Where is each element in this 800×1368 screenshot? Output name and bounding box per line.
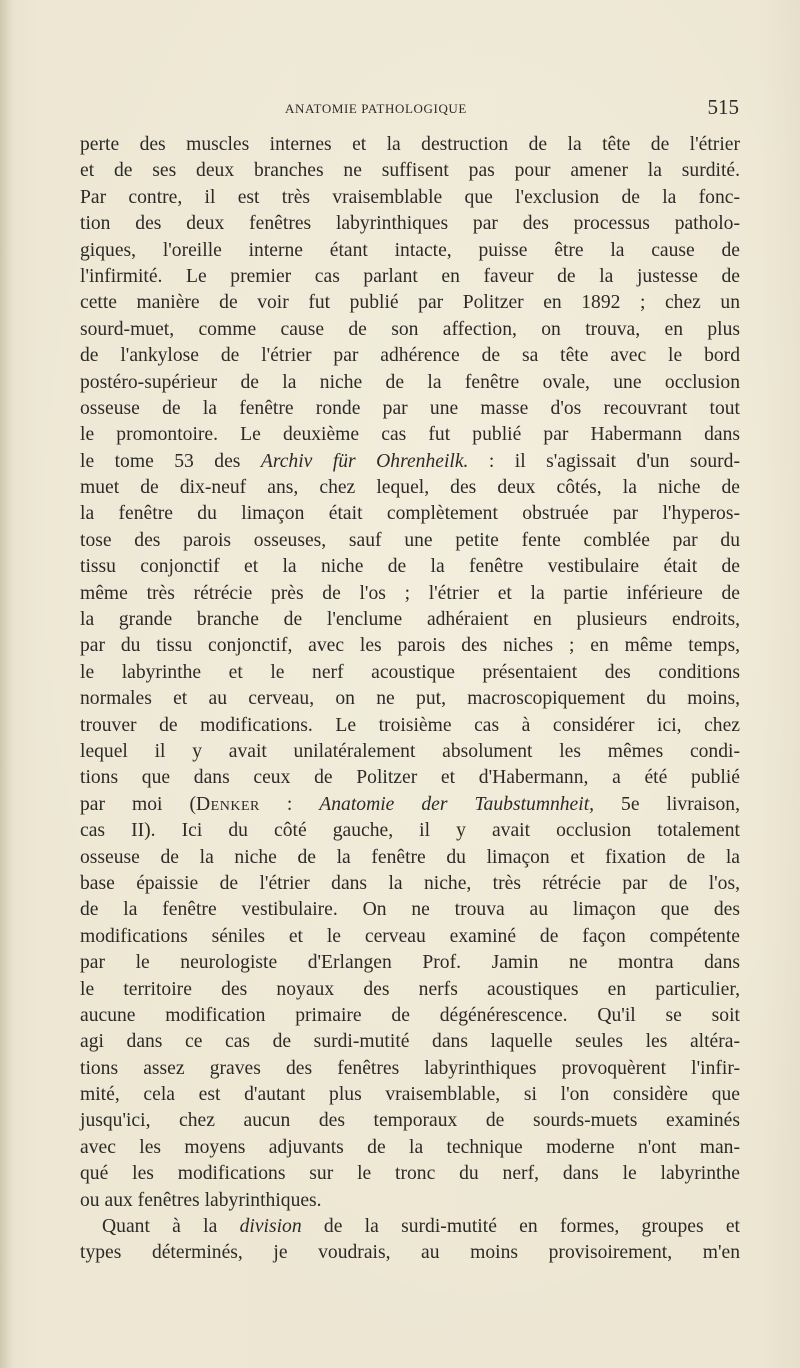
text-line (80, 501, 740, 527)
text-segment: trouver de modifications. Le troisième cas à considérer ici, chez (80, 714, 740, 736)
italic-text: division (239, 1216, 302, 1238)
text-line (80, 607, 740, 633)
text-line (80, 422, 740, 448)
text-segment: perte des muscles internes et la destruction de la tête de l'étrier (80, 134, 740, 155)
author-name: Denker (196, 793, 260, 815)
text-segment: le territoire des noyaux des nerfs acoustiques en particulier, (80, 978, 740, 1000)
text-segment: la fenêtre du limaçon était complètement obstruée par l'hyperos- (80, 503, 740, 525)
running-header (285, 95, 739, 125)
text-line (80, 1108, 740, 1134)
text-segment: qué les modifications sur le tronc du nerf, dans le labyrinthe (80, 1163, 740, 1185)
text-line (80, 581, 740, 607)
text-segment: normales et au cerveau, on ne put, macroscopiquement du moins, (80, 688, 740, 710)
text-line (80, 686, 740, 712)
text-line (80, 871, 740, 897)
text-segment: Par contre, il est très vraisemblable que l'exclusion de la fonc- (80, 186, 740, 208)
text-line (80, 1240, 740, 1266)
text-segment: base épaissie de l'étrier dans la niche, très rétrécie par de l'os, (80, 872, 740, 894)
text-segment: l'infirmité. Le premier cas parlant en faveur de la justesse de (80, 265, 740, 287)
text-segment: de la surdi-mutité en formes, groupes et (301, 1216, 740, 1238)
italic-text: Anatomie der Taubstumnheit, (319, 793, 595, 815)
text-line (80, 396, 740, 422)
text-segment: cette manière de voir fut publié par Politzer en 1892 ; chez un (80, 292, 740, 314)
text-segment: types déterminés, je voudrais, au moins provisoirement, m'en (80, 1242, 740, 1264)
text-line (80, 158, 740, 184)
text-line (80, 1003, 740, 1029)
text-line (80, 475, 740, 501)
text-line (80, 343, 740, 369)
text-line (80, 977, 740, 1003)
text-segment: de l'ankylose de l'étrier par adhérence de sa tête avec le bord (80, 345, 740, 367)
text-segment: le promontoire. Le deuxième cas fut publié par Habermann dans (80, 424, 740, 446)
page-number: 515 (707, 95, 739, 119)
text-segment: tions assez graves des fenêtres labyrinthiques provoquèrent l'infir- (80, 1057, 740, 1079)
text-segment: postéro-supérieur de la niche de la fenêtre ovale, une occlusion (80, 371, 740, 393)
text-segment: tose des parois osseuses, sauf une petite fente comblée par du (80, 529, 740, 551)
text-segment: sourd-muet, comme cause de son affection, on trouva, en plus (80, 318, 740, 340)
text-line (80, 765, 740, 791)
text-line (80, 528, 740, 554)
text-segment: le tome 53 des (80, 450, 261, 472)
text-line (80, 1082, 740, 1108)
text-segment: même très rétrécie près de l'os ; l'étrier et la partie inférieure de (80, 582, 740, 604)
text-segment: mité, cela est d'autant plus vraisemblable, si l'on considère que (80, 1084, 740, 1106)
text-segment: : (259, 793, 320, 815)
text-line (80, 1029, 740, 1055)
text-segment: jusqu'ici, chez aucun des temporaux de sourds-muets examinés (80, 1110, 740, 1132)
running-title: ANATOMIE PATHOLOGIQUE (285, 101, 467, 116)
text-segment: giques, l'oreille interne étant intacte, puisse être la cause de (80, 239, 740, 261)
text-line (80, 1161, 740, 1187)
body-text (80, 132, 740, 1267)
text-segment: modifications séniles et le cerveau examiné de façon compétente (80, 925, 740, 947)
text-line (80, 818, 740, 844)
text-segment: osseuse de la fenêtre ronde par une masse d'os recouvrant tout (80, 397, 740, 419)
text-line (80, 792, 740, 818)
text-line (80, 845, 740, 871)
text-segment: lequel il y avait unilatéralement absolument les mêmes condi- (80, 740, 740, 762)
text-segment: la grande branche de l'enclume adhéraient en plusieurs endroits, (80, 609, 740, 631)
text-line (80, 1056, 740, 1082)
text-segment: osseuse de la niche de la fenêtre du limaçon et fixation de la (80, 846, 740, 868)
text-segment: agi dans ce cas de surdi-mutité dans laquelle seules les altéra- (80, 1031, 740, 1053)
text-segment: 5e livraison, (594, 793, 740, 815)
text-segment: par moi ( (80, 793, 197, 815)
text-segment: le labyrinthe et le nerf acoustique présentaient des conditions (80, 661, 740, 683)
text-line (80, 211, 740, 237)
text-line (80, 238, 740, 264)
text-segment: cas II). Ici du côté gauche, il y avait occlusion totalement (80, 820, 740, 842)
text-line (80, 554, 740, 580)
page-gutter-shadow (0, 0, 9, 1368)
text-segment: Quant à la (102, 1216, 240, 1238)
text-segment: tion des deux fenêtres labyrinthiques par des processus patholo- (80, 213, 740, 235)
text-segment: de la fenêtre vestibulaire. On ne trouva au limaçon que des (80, 899, 740, 921)
text-line (80, 1214, 740, 1240)
text-segment: tissu conjonctif et la niche de la fenêtre vestibulaire était de (80, 556, 740, 578)
text-segment: avec les moyens adjuvants de la technique moderne n'ont man- (80, 1136, 740, 1158)
text-line (80, 950, 740, 976)
text-line (80, 132, 740, 158)
text-segment: aucune modification primaire de dégénérescence. Qu'il se soit (80, 1004, 740, 1026)
text-segment: par le neurologiste d'Erlangen Prof. Jamin ne montra dans (80, 952, 740, 974)
text-line (80, 713, 740, 739)
text-line (80, 370, 740, 396)
text-line (80, 633, 740, 659)
text-segment: par du tissu conjonctif, avec les parois des niches ; en même temps, (80, 635, 740, 657)
text-line (80, 185, 740, 211)
text-segment: muet de dix-neuf ans, chez lequel, des deux côtés, la niche de (80, 477, 740, 499)
text-line (80, 317, 740, 343)
text-segment: ou aux fenêtres labyrinthiques. (80, 1189, 322, 1211)
text-line (80, 660, 740, 686)
text-line (80, 1188, 740, 1214)
text-line (80, 264, 740, 290)
text-line (80, 924, 740, 950)
text-segment: et de ses deux branches ne suffisent pas pour amener la surdité. (80, 160, 740, 182)
text-line (80, 290, 740, 316)
italic-text: Archiv für Ohrenheilk. (260, 450, 469, 472)
text-line (80, 897, 740, 923)
text-line (80, 1135, 740, 1161)
text-line (80, 739, 740, 765)
text-segment: tions que dans ceux de Politzer et d'Habermann, a été publié (80, 767, 740, 789)
text-segment: : il s'agissait d'un sourd- (468, 450, 740, 472)
text-line (80, 449, 740, 475)
